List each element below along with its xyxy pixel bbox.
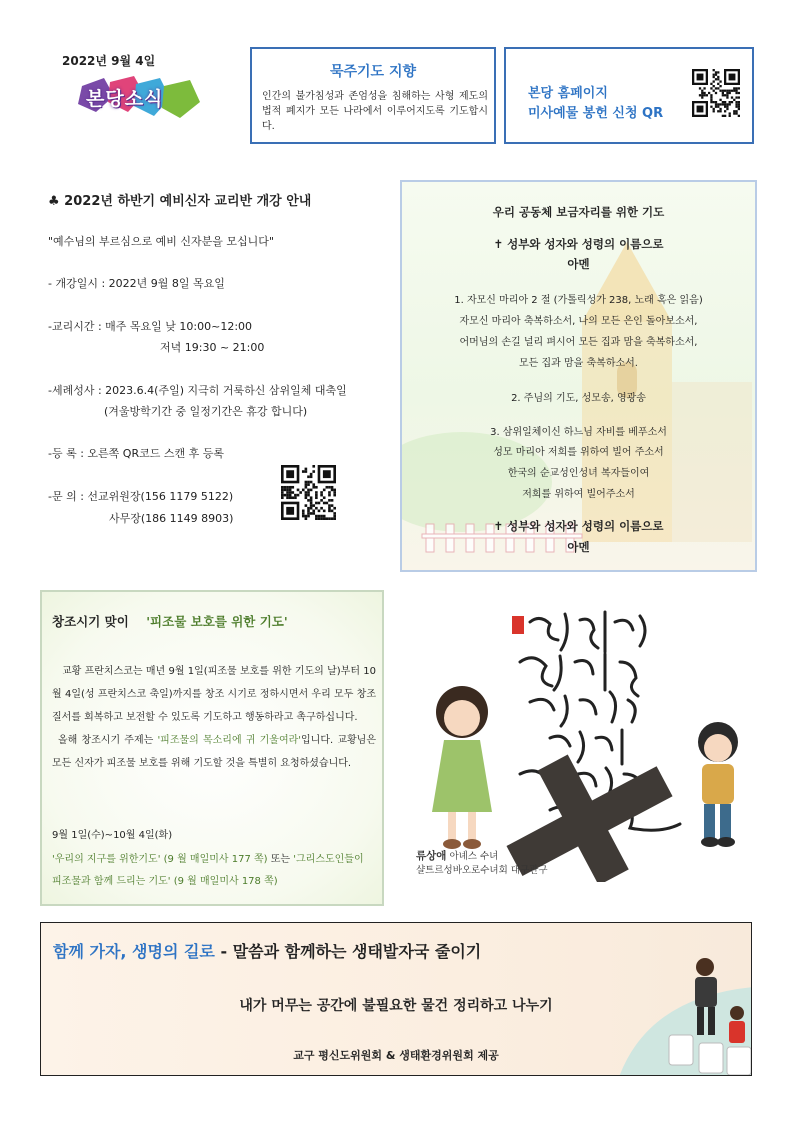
- artist-title: 아녜스 수녀: [446, 851, 499, 862]
- creation-prayer-references: [52, 849, 376, 893]
- creation-paragraph-1: 교황 프란치스코는 매년 9월 1일(피조물 보호를 위한 기도의 날)부터 10월 4일(성 프란치스코 축일)까지를 창조 시기로 정하시면서 우리 모두 창조질서를 회복하고 보전할 수 있도록 기도하고 행동하라고 촉구하십니다.: [52, 666, 376, 723]
- creation-title: [52, 612, 288, 630]
- qr-box-line2: 미사예물 봉헌 신청 QR: [528, 106, 664, 121]
- banner-title: [53, 939, 481, 962]
- prayer-title: 우리 공동체 보금자리를 위한 기도: [492, 205, 665, 219]
- creation-ref-christians: '그리스도인들이 피조물과 함께 드리는 기도' (9 월 매일미사 178 쪽): [52, 854, 364, 887]
- creation-title-quote: '피조물 보호를 위한 기도': [146, 614, 288, 629]
- creation-body: [52, 660, 376, 775]
- prayer-line: 성모 마리아 저희를 위하여 빌어 주소서: [493, 447, 664, 458]
- ecology-banner: [40, 922, 752, 1076]
- prayer-line: 3. 삼위일체이신 하느님 자비를 베푸소서: [490, 427, 667, 438]
- catechism-baptism: -세례성사 : 2023.6.4(주일) 지극히 거룩하신 삼위일체 대축일: [48, 384, 347, 397]
- banner-title-rest: - 말씀과 함께하는 생태발자국 줄이기: [214, 942, 482, 961]
- creation-title-prefix: 창조시기 맞이: [52, 614, 129, 629]
- artist-organization: 샬트르성바오로수녀회 대구관구: [416, 865, 548, 876]
- prayer-line: 2. 주님의 기도, 성모송, 영광송: [511, 393, 646, 404]
- rosary-intention-box: [250, 47, 496, 144]
- catechism-register: -등 록 : 오른쪽 QR코드 스캔 후 등록: [48, 447, 224, 460]
- creation-ref-earth: '우리의 지구를 위한기도' (9 월 매일미사 177 쪽): [52, 854, 268, 865]
- catechism-baptism-note: (겨울방학기간 중 일정기간은 휴강 합니다): [104, 405, 308, 418]
- issue-date: 2022년 9월 4일: [62, 54, 156, 68]
- catechism-quote: "예수님의 부르심으로 예비 신자분을 모십니다": [48, 235, 274, 248]
- prayer-line: 저희를 위하여 빌어주소서: [522, 489, 635, 500]
- registration-qr-code-icon[interactable]: [281, 465, 336, 520]
- community-prayer-box: [400, 180, 757, 572]
- calligraphy-artwork-illustration: [400, 592, 757, 882]
- artist-name: [416, 848, 498, 863]
- catechism-time-evening: 저녁 19:30 ~ 21:00: [160, 341, 265, 354]
- qr-box-line1: 본당 홈페이지: [528, 86, 608, 101]
- banner-title-highlight: 함께 가자, 생명의 길로: [53, 942, 215, 961]
- catechism-time: -교리시간 : 매주 목요일 낮 10:00~12:00: [48, 320, 253, 333]
- prayer-line: 어머님의 손길 널리 펴시어 모든 집과 맘을 축복하소서,: [459, 337, 698, 348]
- artist-name-bold: 류상애: [416, 850, 447, 862]
- logo-text: 본당소식: [86, 88, 164, 110]
- prayer-line: 자모신 마리아 축복하소서, 나의 모든 은인 돌아보소서,: [459, 316, 698, 327]
- banner-credit: 교구 평신도위원회 & 생태환경위원회 제공: [293, 1049, 499, 1062]
- prayer-line: 한국의 순교성인성녀 복자들이여: [507, 468, 650, 479]
- creation-period: 9월 1일(수)~10월 4일(화): [52, 830, 173, 841]
- homepage-qr-box[interactable]: [504, 47, 754, 144]
- prayer-line: 1. 자모신 마리아 2 절 (가톨릭성가 238, 노래 혹은 읽음): [454, 295, 703, 306]
- creation-theme: '피조물의 목소리에 귀 기울여라': [157, 735, 302, 746]
- qr-code-icon[interactable]: [692, 69, 740, 117]
- prayer-invocation-end: ✝ 성부와 성자와 성령의 이름으로: [493, 519, 664, 533]
- prayer-line: 모든 집과 맘을 축복하소서.: [519, 358, 638, 369]
- catechism-title: ♣ 2022년 하반기 예비신자 교리반 개강 안내: [48, 194, 312, 209]
- catechism-contact-office: 사무장(186 1149 8903): [109, 512, 234, 525]
- prayer-invocation-start: ✝ 성부와 성자와 성령의 이름으로: [493, 237, 664, 251]
- intention-body: 인간의 불가침성과 존엄성을 침해하는 사형 제도의 법적 폐지가 모든 나라에서 이루어지도록 기도합시다.: [262, 91, 488, 132]
- creation-paragraph-2: [52, 729, 376, 775]
- catechism-start-date: - 개강일시 : 2022년 9월 8일 목요일: [48, 277, 225, 290]
- creation-season-box: [40, 590, 384, 906]
- creation-ref-or: 또는: [267, 854, 294, 865]
- catechism-contact: -문 의 : 선교위원장(156 1179 5122): [48, 490, 234, 503]
- creation-p2-lead: 올해 창조시기 주제는: [58, 735, 158, 746]
- creation-p2-tail: 입니다. 교황님은 모든 신자가 피조물 보호를 위해 기도할 것을 특별히 요청하셨습니다.: [52, 735, 376, 769]
- prayer-amen-end: 아멘: [567, 540, 590, 554]
- banner-subtitle: 내가 머무는 공간에 불필요한 물건 정리하고 나누기: [239, 998, 553, 1014]
- prayer-amen-start: 아멘: [567, 257, 590, 271]
- intention-title: 묵주기도 지향: [329, 64, 417, 80]
